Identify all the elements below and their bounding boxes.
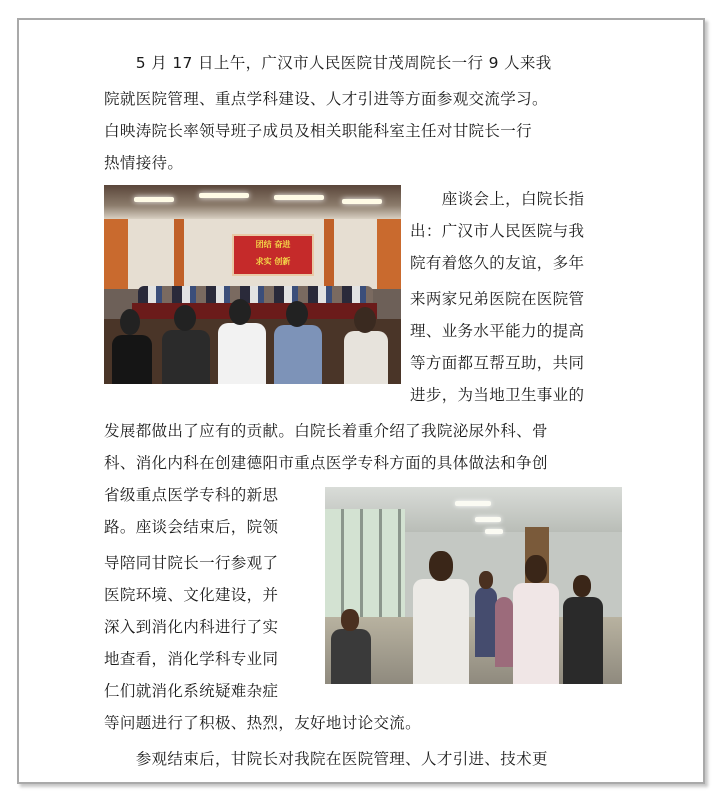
para2-line2: 出：广汉市人民医院与我 xyxy=(410,222,585,240)
para2-line8: 发展都做出了应有的贡献。白院长着重介绍了我院泌尿外科、骨 xyxy=(104,422,548,440)
para1-line1: 5 月 17 日上午，广汉市人民医院甘茂周院长一行 9 人来我 xyxy=(104,54,552,72)
para2-line11: 路。座谈会结束后，院领 xyxy=(104,518,279,536)
para2-line12: 导陪同甘院长一行参观了 xyxy=(104,554,279,572)
para2-line1: 座谈会上，白院长指 xyxy=(410,190,585,208)
banner-line2: 求实 创新 xyxy=(255,257,291,266)
meeting-photo xyxy=(104,185,401,384)
para2-line7: 进步，为当地卫生事业的 xyxy=(410,386,585,404)
para2-line6: 等方面都互帮互助，共同 xyxy=(410,354,585,372)
para1-line3: 白映涛院长率领导班子成员及相关职能科室主任对甘院长一行 xyxy=(104,122,532,140)
corridor-photo xyxy=(325,487,622,684)
para2-line15: 地查看，消化学科专业同 xyxy=(104,650,279,668)
meeting-banner xyxy=(232,234,314,276)
para3-line1: 参观结束后，甘院长对我院在医院管理、人才引进、技术更 xyxy=(104,750,548,768)
para1-line2: 院就医院管理、重点学科建设、人才引进等方面参观交流学习。 xyxy=(104,90,548,108)
para2-line14: 深入到消化内科进行了实 xyxy=(104,618,279,636)
para2-line5: 理、业务水平能力的提高 xyxy=(410,322,585,340)
para2-line13: 医院环境、文化建设，并 xyxy=(104,586,279,604)
para2-line10: 省级重点医学专科的新思 xyxy=(104,486,279,504)
para2-line4: 来两家兄弟医院在医院管 xyxy=(410,290,585,308)
para2-line9: 科、消化内科在创建德阳市重点医学专科方面的具体做法和争创 xyxy=(104,454,548,472)
para2-line17: 等问题进行了积极、热烈，友好地讨论交流。 xyxy=(104,714,422,732)
para1-line4: 热情接待。 xyxy=(104,154,184,172)
para2-line3: 院有着悠久的友谊，多年 xyxy=(410,254,585,272)
banner-line1: 团结 奋进 xyxy=(255,240,291,249)
para2-line16: 仁们就消化系统疑难杂症 xyxy=(104,682,279,700)
